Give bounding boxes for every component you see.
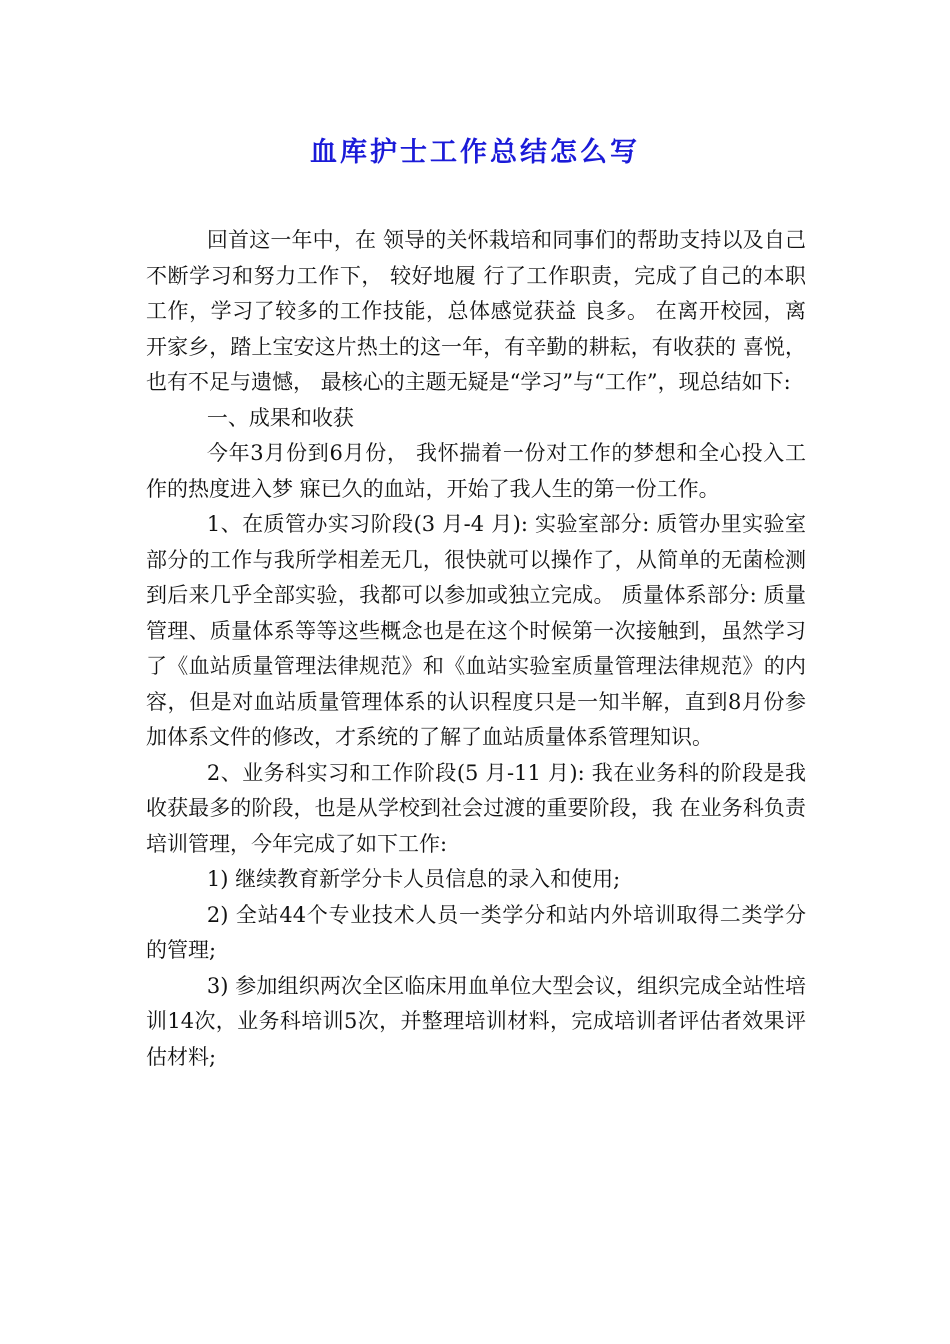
document-body	[146, 223, 806, 1075]
document-title: 血库护士工作总结怎么写	[310, 137, 640, 168]
list-item-2: 2) 全站44个专业技术人员一类学分和站内外培训取得二类学分的管理;	[146, 902, 806, 962]
paragraph-intro: 回首这一年中，在 领导的关怀栽培和同事们的帮助支持以及自己不断学习和努力工作下， 较好地履 行了工作职责，完成了自己的本职工作，学习了较多的工作技能，总体感觉获益 良多。 在离开校园，离开家乡，踏上宝安这片热土的这一年，有辛勤的耕耘，有收获的 喜悦， 也有不足与遗憾， 最核心的主题无疑是“学习”与“工作”，现总结如下:	[146, 228, 806, 394]
section-heading-results: 一、成果和收获	[206, 405, 354, 430]
paragraph-business-dept: 2、业务科实习和工作阶段(5 月-11 月): 我在业务科的阶段是我收获最多的阶段，也是从学校到社会过渡的重要阶段，我 在业务科负责培训管理，今年完成了如下工作:	[146, 760, 806, 856]
list-item-3: 3) 参加组织两次全区临床用血单位大型会议，组织完成全站性培训14次，业务科培训5次，并整理培训材料，完成培训者评估者效果评估材料;	[146, 973, 806, 1069]
paragraph-start-work: 今年3月份到6月份， 我怀揣着一份对工作的梦想和全心投入工作的热度进入梦 寐已久的血站，开始了我人生的第一份工作。	[146, 441, 806, 501]
paragraph-quality-office: 1、在质管办实习阶段(3 月-4 月): 实验室部分: 质管办里实验室部分的工作与我所学相差无几，很快就可以操作了，从简单的无菌检测到后来几乎全部实验，我都可以参加或独立完成。 质量体系部分: 质量管理、质量体系等等这些概念也是在这个时候第一次接触到，虽然学习了《血站质量管理法律规范》和《血站实验室质量管理法律规范》的内容，但是对血站质量管理体系的认识程度只是一知半解，直到8月份参加体系文件的修改，才系统的了解了血站质量体系管理知识。	[146, 512, 806, 749]
list-item-1: 1) 继续教育新学分卡人员信息的录入和使用;	[206, 867, 621, 891]
